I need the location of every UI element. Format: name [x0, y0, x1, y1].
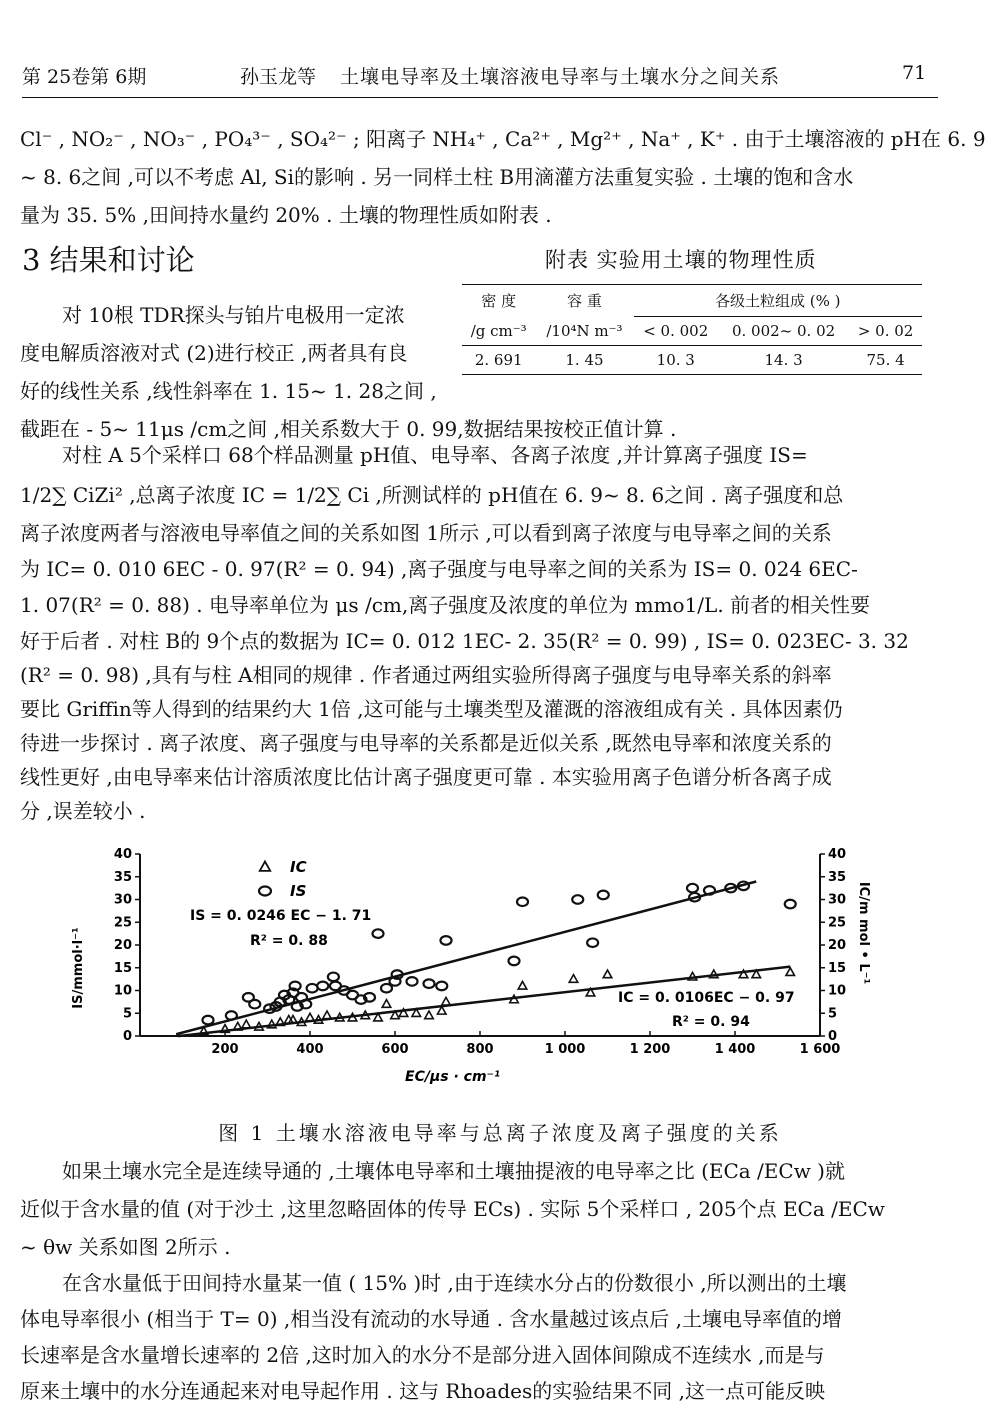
data-point-ic — [306, 1013, 315, 1021]
y-tick-label-left: 15 — [113, 960, 132, 976]
y-tick-label-right: 30 — [828, 892, 847, 908]
x-tick-label: 1 000 — [544, 1042, 586, 1057]
body-line: 长速率是含水量增长速率的 2倍 ,这时加入的水分不是部分进入固体间隙成不连续水 ,而是与 — [20, 1343, 825, 1367]
x-tick-label: 200 — [211, 1042, 239, 1057]
body-line: 对柱 A 5个采样口 68个样品测量 pH值、电导率、各离子浓度 ,并计算离子强度 IS= — [62, 443, 808, 467]
y-tick-label-right: 10 — [828, 983, 847, 999]
y-tick-label-right: 40 — [828, 847, 847, 862]
intro-line: Cl⁻ , NO₂⁻ , NO₃⁻ , PO₄³⁻ , SO₄²⁻ ; 阳离子 NH₄⁺ , Ca²⁺ , Mg²⁺ , Na⁺ , K⁺ . 由于土壤溶液的 pH在 6. 9 — [20, 127, 986, 151]
body-line: 1/2∑ CiZi² ,总离子浓度 IC = 1/2∑ Ci ,所测试样的 pH值在 6. 9~ 8. 6之间 . 离子强度和总 — [20, 483, 844, 507]
y-axis-label-left: IS/mmol·l⁻¹ — [71, 927, 86, 1009]
data-point-is — [328, 973, 339, 982]
legend-is-label: IS — [290, 882, 307, 900]
table-header-c1: < 0. 002 — [634, 317, 718, 346]
table-units-row — [462, 317, 922, 346]
data-point-ic — [709, 970, 718, 978]
section-heading: 3 结果和讨论 — [22, 243, 195, 277]
figure-caption: 图 1 土壤水溶液电导率与总离子浓度及离子强度的关系 — [218, 1121, 782, 1145]
data-point-is — [598, 891, 609, 900]
table-row — [462, 346, 922, 375]
data-point-ic — [323, 1011, 332, 1019]
table-title: 附表 实验用土壤的物理性质 — [545, 248, 817, 272]
table-cell: 75. 4 — [866, 351, 905, 369]
data-point-ic — [242, 1020, 251, 1028]
fit-line-is — [176, 881, 756, 1034]
table-header-bulk: 容 重 — [567, 292, 602, 311]
table-header-c3: > 0. 02 — [849, 317, 922, 346]
body-line: 在含水量低于田间持水量某一值 ( 15% )时 ,由于连续水分占的份数很小 ,所以测出的土壤 — [62, 1271, 847, 1295]
table-unit-density: /g cm⁻³ — [462, 317, 535, 346]
y-axis-label-right: IC/m mol • L⁻¹ — [856, 881, 871, 985]
y-tick-label-right: 5 — [828, 1006, 838, 1022]
legend-ic-label: IC — [290, 858, 307, 876]
body-line: (R² = 0. 98) ,具有与柱 A相同的规律 . 作者通过两组实验所得离子强度与电导率关系的斜率 — [20, 663, 832, 687]
body-line: 好的线性关系 ,线性斜率在 1. 15~ 1. 28之间 , — [20, 379, 437, 403]
x-tick-label: 800 — [466, 1042, 494, 1057]
table-unit-bulk: /10⁴N m⁻³ — [535, 317, 633, 346]
body-line: 1. 07(R² = 0. 88) . 电导率单位为 μs /cm,离子强度及浓度的单位为 mmo1/L. 前者的相关性要 — [20, 593, 871, 617]
data-point-is — [249, 1000, 260, 1009]
body-line: 待进一步探讨 . 离子浓度、离子强度与电导率的关系都是近似关系 ,既然电导率和浓度关系的 — [20, 731, 832, 755]
page-number: 71 — [902, 62, 927, 84]
body-line: 如果土壤水完全是连续导通的 ,土壤体电导率和土壤抽提液的电导率之比 (ECa /ECw )就 — [62, 1159, 845, 1183]
data-point-is — [317, 982, 328, 991]
body-line: 线性更好 ,由电导率来估计溶质浓度比估计离子强度更可靠 . 本实验用离子色谱分析各离子成 — [20, 765, 832, 789]
x-tick-label: 1 200 — [629, 1042, 671, 1057]
data-point-is — [572, 895, 583, 904]
data-point-is — [407, 977, 418, 986]
data-point-is — [436, 982, 447, 991]
y-tick-label-right: 25 — [828, 915, 847, 931]
is-r2: R² = 0. 88 — [250, 933, 328, 949]
data-point-ic — [569, 975, 578, 983]
y-tick-label-right: 15 — [828, 960, 847, 976]
data-point-is — [424, 979, 435, 988]
data-point-ic — [382, 1000, 391, 1008]
data-point-is — [373, 929, 384, 938]
legend-triangle-marker — [260, 862, 270, 871]
data-point-ic — [442, 997, 451, 1005]
data-point-is — [587, 938, 598, 947]
data-point-is — [687, 884, 698, 893]
table-cell: 10. 3 — [656, 351, 695, 369]
data-point-is — [203, 1016, 214, 1025]
body-line: 原来土壤中的水分连通起来对电导起作用 . 这与 Rhoades的实验结果不同 ,这一点可能反映 — [20, 1379, 825, 1403]
data-point-ic — [518, 981, 527, 989]
body-line: 体电导率很小 (相当于 T= 0) ,相当没有流动的水导通 . 含水量越过该点后 ,土壤电导率值的增 — [20, 1307, 843, 1331]
table-header-group: 各级土粒组成 (% ) — [634, 285, 922, 317]
data-point-is — [785, 900, 796, 909]
data-point-ic — [603, 970, 612, 978]
data-point-is — [307, 984, 318, 993]
journal-volume: 第 25卷第 6期 — [22, 66, 147, 88]
x-tick-label: 1 400 — [714, 1042, 756, 1057]
body-line: 对 10根 TDR探头与铂片电极用一定浓 — [62, 303, 405, 327]
y-tick-label-right: 20 — [828, 938, 847, 953]
body-line: 度电解质溶液对式 (2)进行校正 ,两者具有良 — [20, 341, 408, 365]
x-tick-label: 600 — [381, 1042, 409, 1057]
body-line: 为 IC= 0. 010 6EC - 0. 97(R² = 0. 94) ,离子强度与电导率之间的关系为 IS= 0. 024 6EC- — [20, 557, 858, 581]
body-line: 截距在 - 5~ 11μs /cm之间 ,相关系数大于 0. 99,数据结果按校正值计算 . — [20, 417, 677, 441]
y-tick-label-left: 0 — [122, 1029, 132, 1044]
y-tick-label-left: 30 — [113, 892, 132, 908]
body-line: 分 ,误差较小 . — [20, 799, 146, 823]
figure-1-chart — [60, 838, 880, 1098]
ic-equation: IC = 0. 0106EC − 0. 97 — [618, 990, 795, 1006]
y-tick-label-right: 0 — [828, 1029, 838, 1044]
table-header-row — [462, 285, 922, 317]
ic-r2: R² = 0. 94 — [672, 1014, 750, 1030]
body-line: ~ θw 关系如图 2所示 . — [20, 1235, 231, 1259]
y-tick-label-left: 20 — [113, 938, 132, 953]
table-header-density: 密 度 — [481, 292, 517, 311]
body-line: 要比 Griffin等人得到的结果约大 1倍 ,这可能与土壤类型及灌溉的溶液组成有关 . 具体因素仍 — [20, 697, 843, 721]
is-equation: IS = 0. 0246 EC − 1. 71 — [190, 908, 372, 924]
y-tick-label-right: 35 — [828, 869, 847, 885]
header-authors: 孙玉龙等 — [240, 66, 317, 88]
y-tick-label-left: 25 — [113, 915, 132, 931]
legend-circle-marker — [259, 887, 271, 896]
table-cell: 14. 3 — [764, 351, 803, 369]
body-line: 好于后者 . 对柱 B的 9个点的数据为 IC= 0. 012 1EC- 2. 35(R² = 0. 99) , IS= 0. 023EC- 3. 32 — [20, 629, 909, 653]
header-rule — [22, 97, 938, 98]
y-tick-label-left: 40 — [113, 847, 132, 862]
data-point-is — [517, 897, 528, 906]
data-point-ic — [425, 1011, 434, 1019]
soil-properties-table — [462, 284, 922, 375]
x-tick-label: 1 600 — [799, 1042, 841, 1057]
intro-line: 量为 35. 5% ,田间持水量约 20% . 土壤的物理性质如附表 . — [20, 203, 552, 227]
data-point-is — [509, 957, 520, 966]
body-line: 离子浓度两者与溶液电导率值之间的关系如图 1所示 ,可以看到离子浓度与电导率之间的关系 — [20, 521, 832, 545]
table-cell: 2. 691 — [474, 351, 523, 369]
data-point-ic — [786, 968, 795, 976]
data-point-is — [441, 936, 452, 945]
y-tick-label-left: 5 — [122, 1006, 132, 1022]
x-tick-label: 400 — [296, 1042, 324, 1057]
table-cell: 1. 45 — [565, 351, 604, 369]
table-header-c2: 0. 002~ 0. 02 — [718, 317, 849, 346]
x-axis-label: EC/μs · cm⁻¹ — [405, 1069, 501, 1085]
y-tick-label-left: 35 — [113, 869, 132, 885]
header-title: 土壤电导率及土壤溶液电导率与土壤水分之间关系 — [340, 66, 781, 88]
body-line: 近似于含水量的值 (对于沙土 ,这里忽略固体的传导 ECs) . 实际 5个采样口 , 205个点 ECa /ECw — [20, 1197, 885, 1221]
y-tick-label-left: 10 — [113, 983, 132, 999]
intro-line: ~ 8. 6之间 ,可以不考虑 Al, Si的影响 . 另一同样土柱 B用滴灌方法重复实验 . 土壤的饱和含水 — [20, 165, 854, 189]
